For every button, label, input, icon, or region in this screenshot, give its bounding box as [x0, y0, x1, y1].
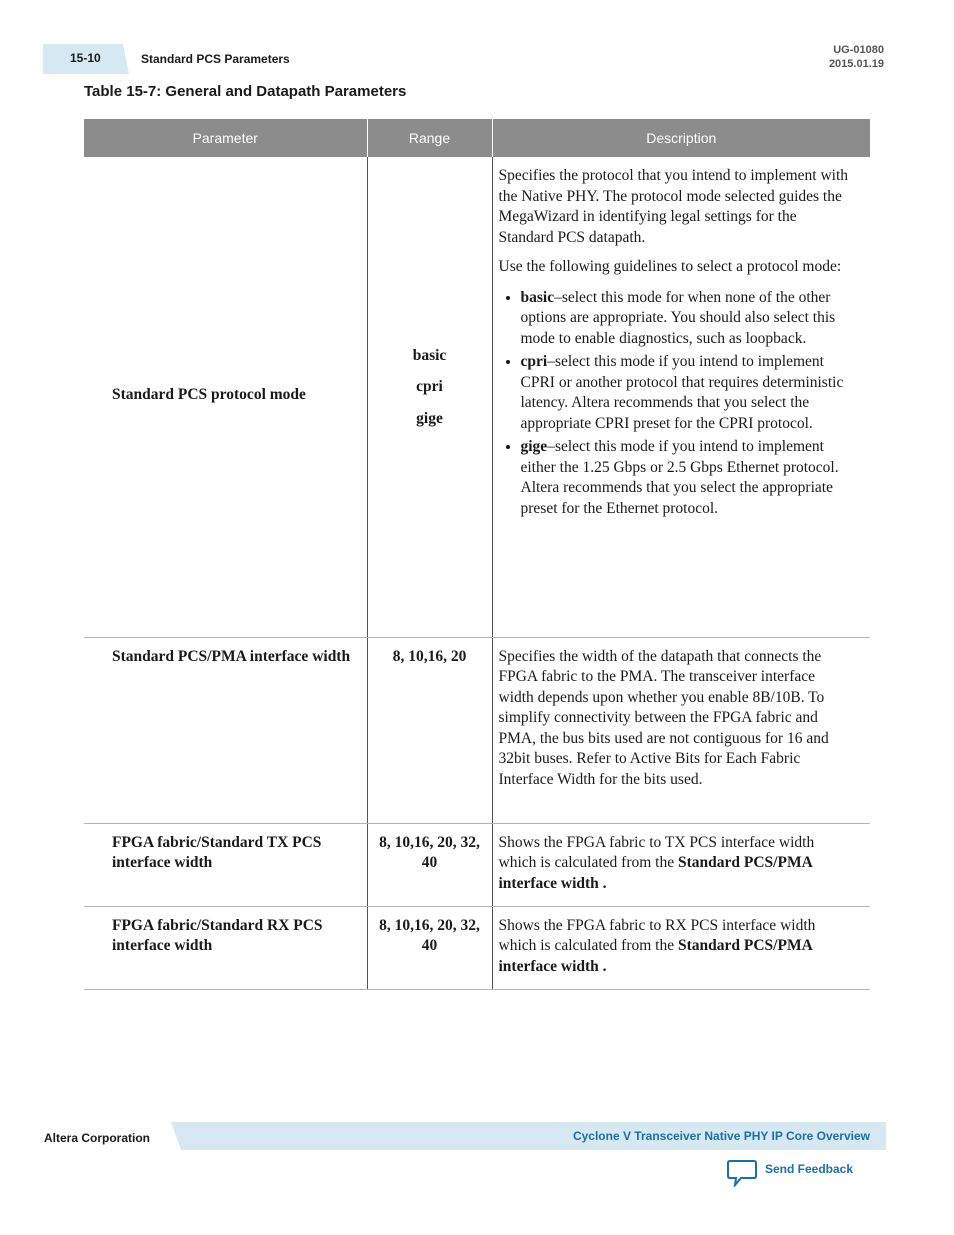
mode-description: –select this mode for when none of the other options are appropriate. You should also select this mode to enable diagnostics, such as loopback. — [520, 288, 836, 347]
description-text: Shows the FPGA fabric to RX PCS interface width which is calculated from the — [498, 916, 816, 954]
description-cell — [492, 157, 870, 637]
column-header-parameter: Parameter — [84, 119, 367, 157]
range-cell — [367, 157, 492, 637]
parameter-cell — [84, 823, 367, 906]
mode-term: basic — [520, 288, 555, 306]
column-header-description: Description — [492, 119, 870, 157]
document-id: UG-01080 — [833, 44, 884, 56]
range-cell — [367, 637, 492, 823]
table-header-row — [84, 119, 870, 157]
parameters-table — [84, 119, 870, 990]
description-text: Shows the FPGA fabric to TX PCS interface width which is calculated from the — [498, 833, 815, 871]
mode-description: –select this mode if you intend to implement CPRI or another protocol that requires deterministic latency. Altera recommends that you select the appropriate CPRI preset for the CPRI protocol. — [520, 353, 844, 432]
parameter-cell — [84, 157, 367, 637]
list-item — [521, 437, 851, 519]
description-text: Specifies the width of the datapath that connects the FPGA fabric to the PMA. The transceiver interface width depends upon whether you enable 8B/10B. To simplify connectivity between the FPGA fabric and PMA, the bus bits used are not contiguous for 16 and 32bit buses. Refer to Active Bits for Each Fabric Interface Width for the bits used. — [498, 647, 829, 788]
table-row — [84, 906, 870, 989]
parameter-cell — [84, 637, 367, 823]
footer-company: Altera Corporation — [44, 1131, 151, 1145]
parameter-name: Standard PCS protocol mode — [112, 385, 306, 403]
send-feedback-link[interactable]: Send Feedback — [765, 1162, 854, 1176]
description-emphasis: Standard PCS/PMA interface width . — [498, 854, 812, 892]
range-cell — [367, 823, 492, 906]
column-header-range: Range — [367, 119, 492, 157]
parameter-name: Standard PCS/PMA interface width — [112, 647, 351, 665]
description-text: Specifies the protocol that you intend to implement with the Native PHY. The protocol mode selected guides the MegaWizard in identifying legal settings for the Standard PCS datapath. — [498, 167, 849, 246]
description-cell — [492, 906, 870, 989]
range-cell — [367, 906, 492, 989]
parameter-name: FPGA fabric/Standard TX PCS interface width — [112, 833, 322, 871]
table-row — [84, 823, 870, 906]
list-item — [521, 288, 851, 350]
mode-term: gige — [520, 438, 548, 455]
range-value: 8, 10,16, 20, 32, 40 — [379, 916, 480, 954]
range-value: gige — [416, 409, 443, 427]
section-title: Standard PCS Parameters — [141, 52, 290, 66]
description-guideline: Use the following guidelines to select a protocol mode: — [498, 258, 842, 275]
description-cell — [492, 637, 870, 823]
table-row — [84, 637, 870, 823]
range-value: 8, 10,16, 20, 32, 40 — [379, 833, 480, 871]
list-item — [521, 352, 851, 434]
document-date: 2015.01.19 — [828, 58, 884, 70]
footer-document-title[interactable]: Cyclone V Transceiver Native PHY IP Core Overview — [572, 1129, 870, 1143]
page-number: 15-10 — [70, 51, 101, 65]
speech-bubble-icon[interactable] — [727, 1159, 757, 1187]
parameter-name: FPGA fabric/Standard RX PCS interface width — [112, 916, 323, 954]
description-emphasis: Standard PCS/PMA interface width . — [498, 937, 812, 975]
range-value: basic — [412, 346, 447, 364]
range-value: 8, 10,16, 20 — [392, 647, 467, 665]
mode-term: cpri — [520, 353, 548, 370]
mode-description: –select this mode if you intend to implement either the 1.25 Gbps or 2.5 Gbps Ethernet protocol. Altera recommends that you select the appropriate preset for the Ethernet protocol. — [520, 438, 839, 517]
parameter-cell — [84, 906, 367, 989]
description-cell — [492, 823, 870, 906]
document-meta — [829, 43, 884, 71]
range-value: cpri — [416, 378, 443, 395]
guideline-list — [499, 288, 851, 520]
table-row — [84, 157, 870, 637]
table-caption: Table 15-7: General and Datapath Parameters — [84, 83, 407, 100]
